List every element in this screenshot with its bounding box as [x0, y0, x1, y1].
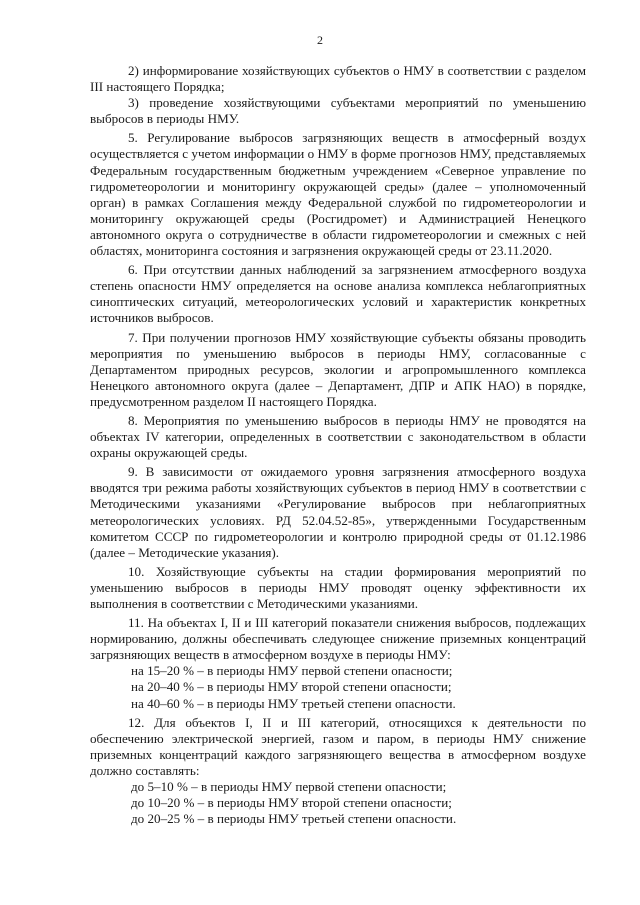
list-item: на 20–40 % – в периоды НМУ второй степени опасности; — [131, 679, 452, 695]
paragraph-8: 8. Мероприятия по уменьшению выбросов в периоды НМУ не проводятся на объектах IV категории, определенных в соответствии с законодательством в области охраны окружающей среды. — [90, 412, 586, 461]
paragraph-11: 11. На объектах I, II и III категорий показатели снижения выбросов, подлежащих нормированию, должны обеспечивать следующее снижение приземных концентраций загрязняющих веществ в атмосферном воздухе в периоды НМУ: — [90, 615, 586, 663]
page-number: 2 — [317, 33, 323, 47]
list-item: до 20–25 % – в периоды НМУ третьей степени опасности. — [131, 811, 457, 827]
paragraph-6: 6. При отсутствии данных наблюдений за загрязнением атмосферного воздуха степень опасности НМУ определяется на основе анализа комплекса неблагоприятных синоптических ситуаций, метеорологических условий и характеристик конкретных источников выбросов. — [90, 262, 586, 326]
paragraph-subitem-2: 2) информирование хозяйствующих субъектов о НМУ в соответствии с разделом III настоящего Порядка; — [90, 63, 586, 95]
paragraph-5: 5. Регулирование выбросов загрязняющих веществ в атмосферный воздух осуществляется с учетом информации о НМУ в форме прогнозов НМУ, представляемых Федеральным государственным бюджетным учреждением «Северное управление по гидрометеорологии и мониторингу окружающей среды» (далее – уполномоченный орган) в рамках Соглашения между Федеральной службой по гидрометеорологии и мониторингу окружающей среды (Росгидромет) и Администрацией Ненецкого автономного округа о сотрудничестве в области гидрометеорологии и смежных с ней областях, мониторинга состояния и загрязнения окружающей среды от 23.11.2020. — [90, 130, 586, 259]
paragraph-12: 12. Для объектов I, II и III категорий, относящихся к деятельности по обеспечению электрической энергией, газом и паром, в периоды НМУ снижение приземных концентраций каждого загрязняющего вещества в атмосферном воздухе должно составлять: — [90, 714, 586, 778]
paragraph-subitem-3: 3) проведение хозяйствующими субъектами мероприятий по уменьшению выбросов в периоды НМУ. — [90, 95, 586, 127]
paragraph-10: 10. Хозяйствующие субъекты на стадии формирования мероприятий по уменьшению выбросов в периоды НМУ проводят оценку эффективности их выполнения в соответствии с Методическими указаниями. — [90, 563, 586, 611]
paragraph-9: 9. В зависимости от ожидаемого уровня загрязнения атмосферного воздуха вводятся три режима работы хозяйствующих субъектов в период НМУ в соответствии с Методическими указаниями «Регулирование выбросов при неблагоприятных метеорологических условиях. РД 52.04.52-85», утвержденными Государственным комитетом СССР по гидрометеорологии и контролю природной среды от 01.12.1986 (далее – Методические указания). — [90, 464, 586, 560]
list-item: до 10–20 % – в периоды НМУ второй степени опасности; — [131, 795, 452, 811]
list-item: на 15–20 % – в периоды НМУ первой степени опасности; — [131, 663, 453, 679]
list-item: до 5–10 % – в периоды НМУ первой степени опасности; — [131, 779, 447, 795]
list-item: на 40–60 % – в периоды НМУ третьей степени опасности. — [131, 695, 456, 711]
document-body — [90, 63, 586, 827]
paragraph-7: 7. При получении прогнозов НМУ хозяйствующие субъекты обязаны проводить мероприятия по уменьшению выбросов в периоды НМУ, согласованные с Департаментом природных ресурсов, экологии и агропромышленного комплекса Ненецкого автономного округа (далее – Департамент, ДПР и АПК НАО) в порядке, предусмотренном разделом II настоящего Порядка. — [90, 329, 586, 409]
